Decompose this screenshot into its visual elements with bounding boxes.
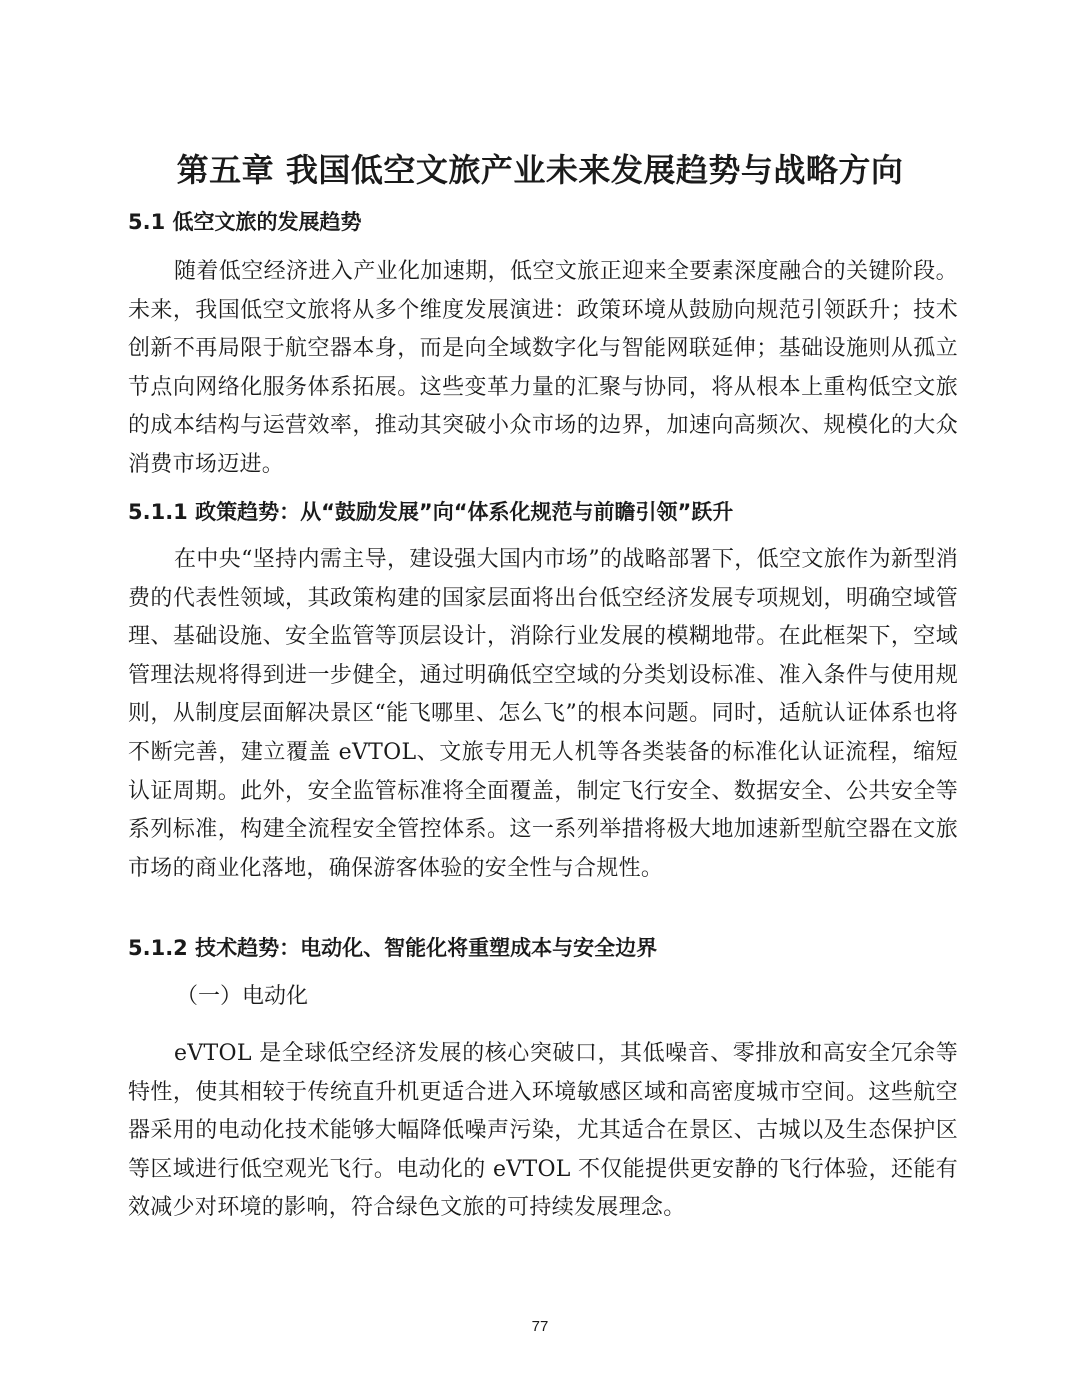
section-5-1-1-heading: 5.1.1 政策趋势：从“鼓励发展”向“体系化规范与前瞻引领”跃升 (128, 500, 734, 524)
section-5-1-paragraph: 随着低空经济进入产业化加速期，低空文旅正迎来全要素深度融合的关键阶段。未来，我国低空文旅将从多个维度发展演进：政策环境从鼓励向规范引领跃升；技术创新不再局限于航空器本身，而是向全域数字化与智能网联延伸；基础设施则从孤立节点向网络化服务体系拓展。这些变革力量的汇聚与协同，将从根本上重构低空文旅的成本结构与运营效率，推动其突破小众市场的边界，加速向高频次、规模化的大众消费市场迈进。 (128, 259, 958, 477)
section-5-1-2-subheading: （一）电动化 (176, 984, 309, 1009)
section-5-1-2-heading: 5.1.2 技术趋势：电动化、智能化将重塑成本与安全边界 (128, 936, 658, 960)
section-5-1-1-paragraph: 在中央“坚持内需主导，建设强大国内市场”的战略部署下，低空文旅作为新型消费的代表性领域，其政策构建的国家层面将出台低空经济发展专项规划，明确空域管理、基础设施、安全监管等顶层设计，消除行业发展的模糊地带。在此框架下，空域管理法规将得到进一步健全，通过明确低空空域的分类划设标准、准入条件与使用规则，从制度层面解决景区“能飞哪里、怎么飞”的根本问题。同时，适航认证体系也将不断完善，建立覆盖 eVTOL、文旅专用无人机等各类装备的标准化认证流程，缩短认证周期。此外，安全监管标准将全面覆盖，制定飞行安全、数据安全、公共安全等系列标准，构建全流程安全管控体系。这一系列举措将极大地加速新型航空器在文旅市场的商业化落地，确保游客体验的安全性与合规性。 (128, 547, 958, 881)
section-5-1-2-paragraph: eVTOL 是全球低空经济发展的核心突破口，其低噪音、零排放和高安全冗余等特性，使其相较于传统直升机更适合进入环境敏感区域和高密度城市空间。这些航空器采用的电动化技术能够大幅降低噪声污染，尤其适合在景区、古城以及生态保护区等区域进行低空观光飞行。电动化的 eVTOL 不仅能提供更安静的飞行体验，还能有效减少对环境的影响，符合绿色文旅的可持续发展理念。 (128, 1041, 958, 1221)
section-5-1-heading: 5.1 低空文旅的发展趋势 (128, 210, 362, 234)
chapter-title: 第五章 我国低空文旅产业未来发展趋势与战略方向 (176, 151, 904, 189)
page-number: 77 (531, 1318, 549, 1335)
